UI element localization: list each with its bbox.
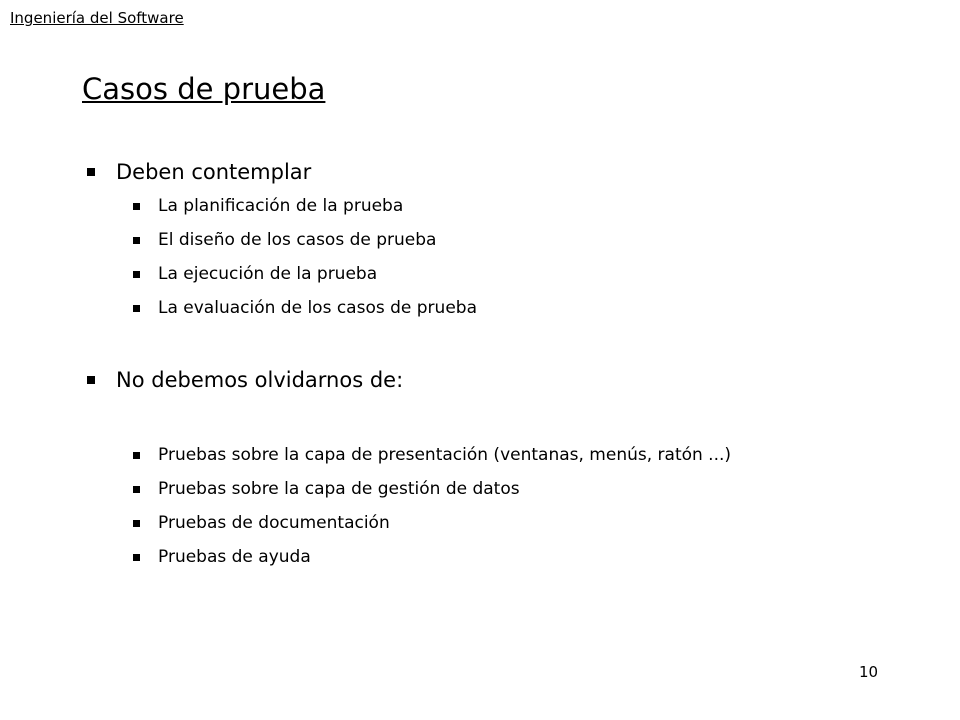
bullet-text: No debemos olvidarnos de: xyxy=(116,368,404,392)
slide-title: Casos de prueba xyxy=(82,72,326,106)
sub-bullet-text: La planificación de la prueba xyxy=(158,196,404,216)
sub-bullet-item xyxy=(133,479,520,499)
sub-bullet-marker-icon xyxy=(133,203,140,210)
sub-bullet-text: Pruebas de documentación xyxy=(158,513,390,533)
sub-bullet-marker-icon xyxy=(133,520,140,527)
slide-header: Ingeniería del Software xyxy=(10,9,184,27)
sub-bullet-item xyxy=(133,264,377,284)
sub-bullet-text: La evaluación de los casos de prueba xyxy=(158,298,477,318)
bullet-marker-icon xyxy=(87,376,95,384)
sub-bullet-marker-icon xyxy=(133,271,140,278)
sub-bullet-marker-icon xyxy=(133,452,140,459)
bullet-item xyxy=(87,160,311,184)
sub-bullet-text: Pruebas de ayuda xyxy=(158,547,311,567)
sub-bullet-item xyxy=(133,196,403,216)
sub-bullet-item xyxy=(133,445,731,465)
sub-bullet-marker-icon xyxy=(133,486,140,493)
sub-bullet-marker-icon xyxy=(133,237,140,244)
sub-bullet-item xyxy=(133,547,311,567)
bullet-marker-icon xyxy=(87,168,95,176)
sub-bullet-text: Pruebas sobre la capa de presentación (ventanas, menús, ratón ...) xyxy=(158,445,732,465)
sub-bullet-item xyxy=(133,298,477,318)
sub-bullet-item xyxy=(133,230,436,250)
page-number: 10 xyxy=(859,663,879,681)
sub-bullet-text: Pruebas sobre la capa de gestión de datos xyxy=(158,479,520,499)
sub-bullet-text: La ejecución de la prueba xyxy=(158,264,378,284)
bullet-item xyxy=(87,368,403,392)
sub-bullet-marker-icon xyxy=(133,554,140,561)
sub-bullet-text: El diseño de los casos de prueba xyxy=(158,230,437,250)
sub-bullet-item xyxy=(133,513,390,533)
sub-bullet-marker-icon xyxy=(133,305,140,312)
bullet-text: Deben contemplar xyxy=(116,160,312,184)
